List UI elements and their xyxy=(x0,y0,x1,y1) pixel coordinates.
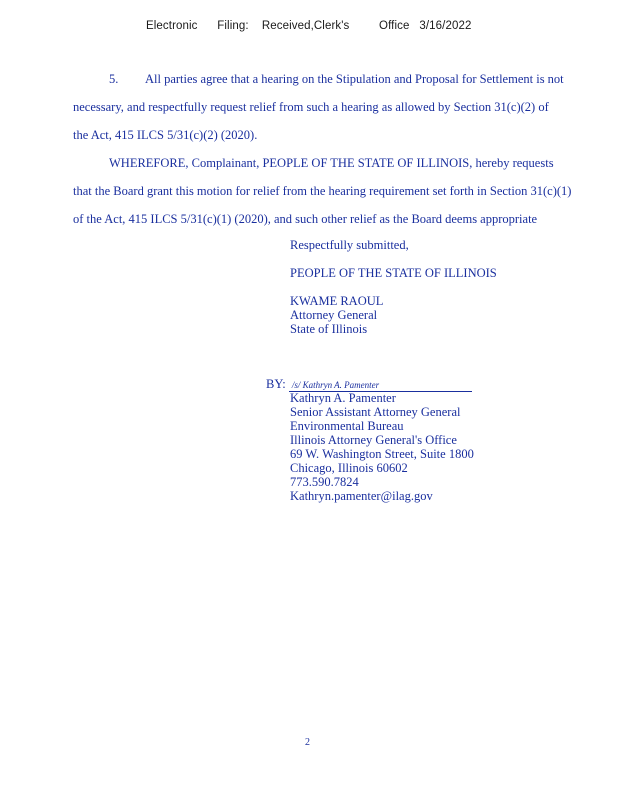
respectfully-submitted: Respectfully submitted, xyxy=(290,238,409,252)
wherefore-line-2: that the Board grant this motion for relief from the hearing requirement set forth in Section 31(c)(1) xyxy=(73,184,572,198)
filing-stamp-office: Office xyxy=(379,20,410,32)
signer-block xyxy=(290,391,474,503)
signer-address-city: Chicago, Illinois 60602 xyxy=(290,461,408,475)
signer-email: Kathryn.pamenter@ilag.gov xyxy=(290,489,433,503)
state-name: State of Illinois xyxy=(290,322,368,336)
wherefore-line-3: of the Act, 415 ILCS 5/31(c)(1) (2020), and such other relief as the Board deems appropriate xyxy=(73,212,538,226)
filing-stamp xyxy=(146,20,471,32)
attorney-general-title: Attorney General xyxy=(290,308,378,322)
filing-stamp-date: 3/16/2022 xyxy=(419,20,472,32)
e-signature: /s/ Kathryn A. Pamenter xyxy=(289,380,472,392)
signer-title: Senior Assistant Attorney General xyxy=(290,405,461,419)
signer-name: Kathryn A. Pamenter xyxy=(290,391,396,405)
by-label: BY: xyxy=(266,377,286,391)
paragraph-number: 5. xyxy=(109,72,119,86)
signer-office: Illinois Attorney General's Office xyxy=(290,433,457,447)
party-name: PEOPLE OF THE STATE OF ILLINOIS xyxy=(290,266,497,280)
paragraph-5-line-2: necessary, and respectfully request relief from such a hearing as allowed by Section 31(c)(2) of xyxy=(73,100,549,114)
signer-address-street: 69 W. Washington Street, Suite 1800 xyxy=(290,447,474,461)
paragraph-text: All parties agree that a hearing on the Stipulation and Proposal for Settlement is not xyxy=(145,72,564,86)
signer-bureau: Environmental Bureau xyxy=(290,419,404,433)
attorney-general-name: KWAME RAOUL xyxy=(290,294,384,308)
paragraph-5-line-1 xyxy=(109,72,564,87)
wherefore-line-1: WHEREFORE, Complainant, PEOPLE OF THE STATE OF ILLINOIS, hereby requests xyxy=(109,156,554,170)
page-number: 2 xyxy=(305,737,310,748)
signer-phone: 773.590.7824 xyxy=(290,475,359,489)
filing-stamp-electronic: Electronic xyxy=(146,20,198,32)
filing-stamp-received: Received,Clerk's xyxy=(261,20,350,32)
paragraph-5-line-3: the Act, 415 ILCS 5/31(c)(2) (2020). xyxy=(73,128,258,142)
filing-stamp-filing: Filing: xyxy=(217,20,249,32)
signature-line xyxy=(266,377,472,392)
